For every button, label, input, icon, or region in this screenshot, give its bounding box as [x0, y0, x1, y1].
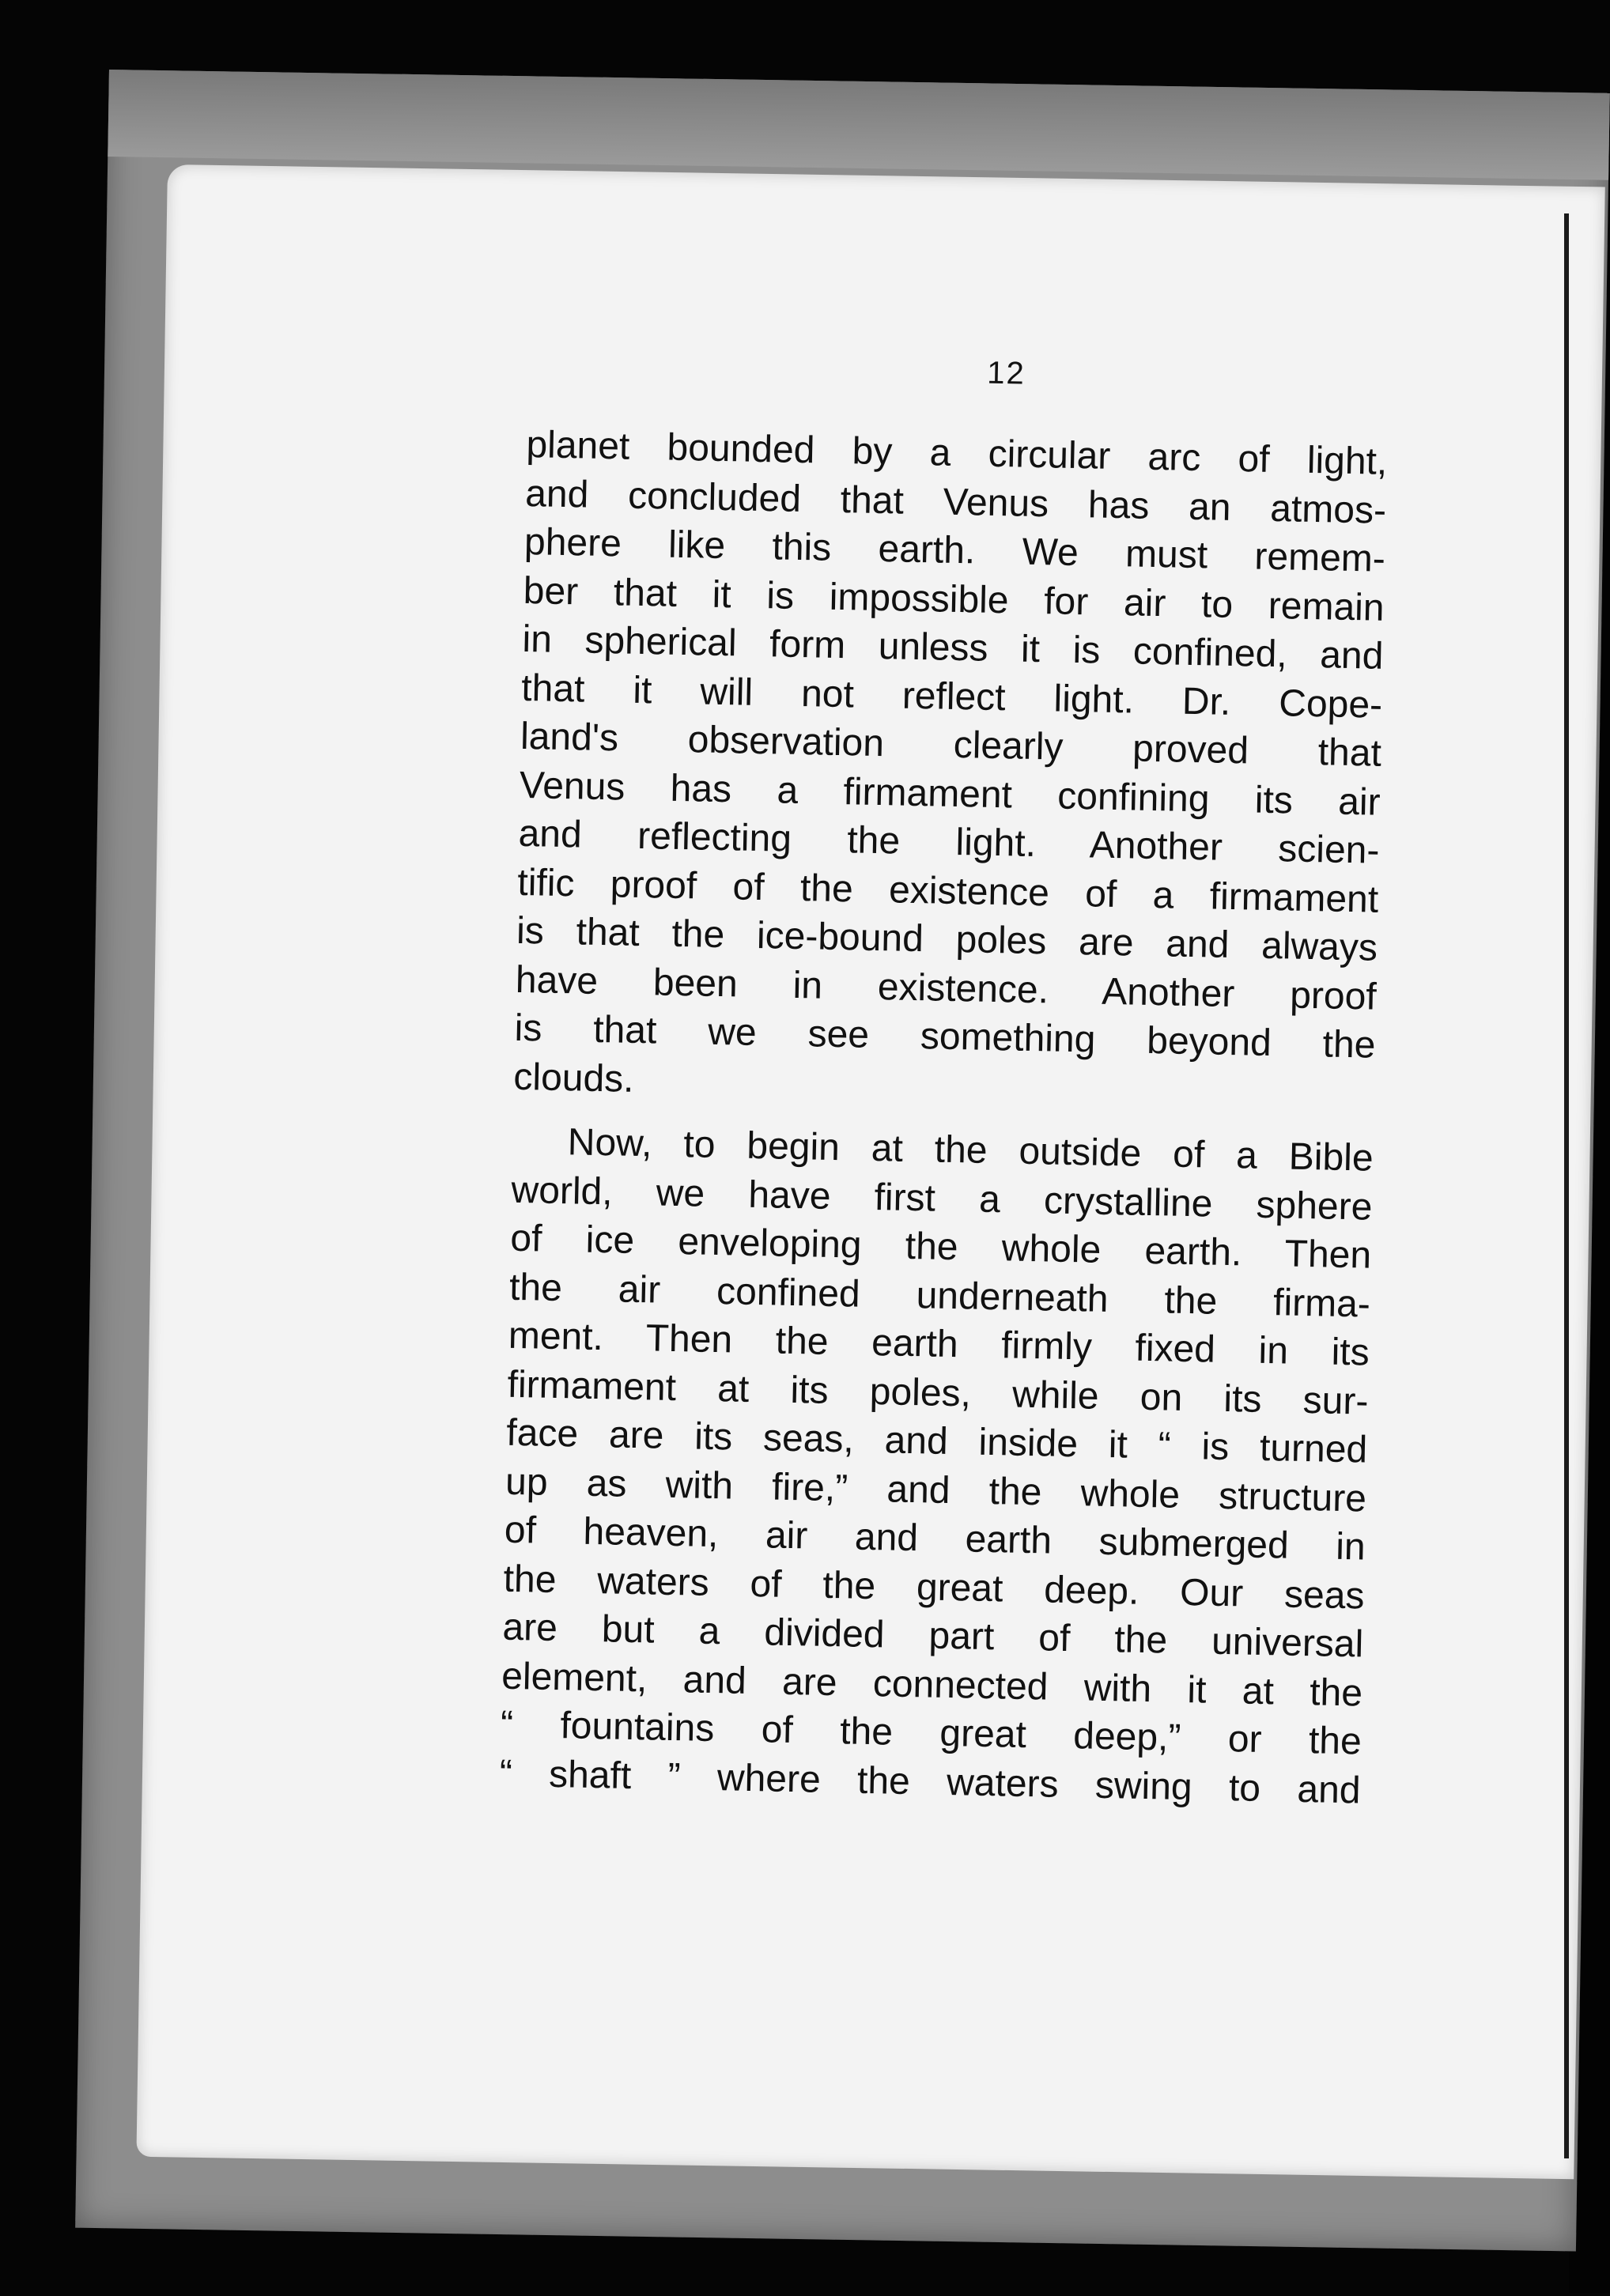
- text-line: are but a divided part of the universal: [501, 1606, 1364, 1666]
- text-line: and reflecting the light. Another scien-: [518, 812, 1380, 872]
- text-line: element, and are connected with it at the: [501, 1655, 1363, 1715]
- text-line: is that we see something beyond the: [514, 1006, 1376, 1067]
- text-line: world, we have first a crystalline sphere: [511, 1169, 1373, 1229]
- text-line: firmament at its poles, while on its sur-: [507, 1363, 1369, 1423]
- text-line: planet bounded by a circular arc of light,: [526, 423, 1388, 483]
- text-line: in spherical form unless it is confined, and: [522, 617, 1384, 678]
- page-text: [499, 348, 1390, 1815]
- binding-edge: [1564, 213, 1569, 2158]
- text-line: face are its seas, and inside it “ is turned: [505, 1411, 1368, 1471]
- text-line: ment. Then the earth firmly fixed in its: [508, 1314, 1370, 1374]
- text-line: ber that it is impossible for air to remain: [523, 569, 1385, 629]
- text-line: of heaven, air and earth submerged in: [504, 1509, 1366, 1569]
- text-line: is that the ice-bound poles are and always: [516, 909, 1378, 969]
- text-line: the waters of the great deep. Our seas: [503, 1558, 1366, 1618]
- text-line: “ fountains of the great deep,” or the: [500, 1703, 1362, 1763]
- text-line: of ice enveloping the whole earth. Then: [509, 1217, 1372, 1277]
- text-line: land's observation clearly proved that: [520, 715, 1382, 775]
- text-line: “ shaft ” where the waters swing to and: [499, 1752, 1362, 1811]
- text-line: the air confined underneath the firma-: [508, 1266, 1371, 1326]
- paragraph-1: [513, 421, 1389, 1119]
- text-line: tific proof of the existence of a firmament: [516, 861, 1379, 921]
- text-line: have been in existence. Another proof: [515, 958, 1378, 1018]
- paragraph-2: [499, 1117, 1374, 1815]
- page-number: 12: [986, 355, 1026, 391]
- text-line: phere like this earth. We must remem-: [523, 520, 1386, 580]
- text-line: that it will not reflect light. Dr. Cope-: [520, 667, 1383, 727]
- text-line: Venus has a firmament confining its air: [519, 764, 1381, 824]
- text-line: clouds.: [512, 1055, 635, 1101]
- text-line: and concluded that Venus has an atmos-: [524, 472, 1387, 532]
- text-line: up as with fire,” and the whole structure: [505, 1460, 1367, 1520]
- text-line: Now, to begin at the outside of a Bible: [567, 1121, 1374, 1180]
